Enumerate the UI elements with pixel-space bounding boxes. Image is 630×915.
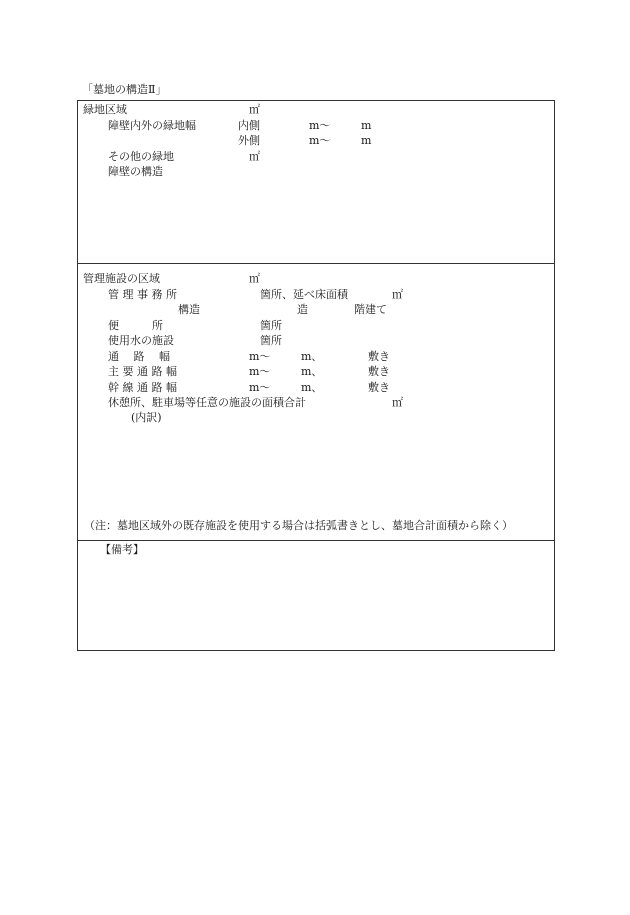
barrier-width-label: 障壁内外の緑地幅	[108, 119, 196, 132]
main-path-end-unit: m、	[301, 365, 323, 378]
rest-area-label: 休憩所、駐車場等任意の施設の面積合計	[108, 396, 306, 409]
path-label: 通 路 幅	[108, 350, 170, 363]
main-path-range-unit: m～	[249, 365, 271, 378]
main-path-label: 主 要 通 路 幅	[108, 365, 177, 378]
path-end-unit: m、	[301, 350, 323, 363]
breakdown-label: (内訳)	[131, 411, 162, 424]
green-area-label: 緑地区域	[83, 103, 127, 116]
toilet-count: 箇所	[260, 319, 282, 332]
inner-label: 内側	[238, 119, 260, 132]
trunk-path-end-unit: m、	[301, 381, 323, 394]
structure-floors: 階建て	[354, 303, 387, 316]
structure-label: 構造	[178, 303, 200, 316]
note-text: （注：墓地区域外の既存施設を使用する場合は括弧書きとし、墓地合計面積から除く）	[84, 519, 513, 532]
office-floor-unit: ㎡	[392, 288, 403, 301]
path-range-unit: m～	[249, 350, 271, 363]
inner-range-unit: m～	[309, 119, 331, 132]
trunk-path-label: 幹 線 通 路 幅	[108, 381, 177, 394]
office-count-floor: 箇所、延べ床面積	[260, 288, 348, 301]
trunk-path-range-unit: m～	[249, 381, 271, 394]
outer-end-unit: m	[361, 134, 372, 147]
main-path-paved: 敷き	[368, 365, 390, 378]
unit-text: ㎡	[249, 103, 260, 116]
barrier-structure-label: 障壁の構造	[108, 165, 163, 178]
outer-range-unit: m～	[309, 134, 331, 147]
mgmt-area-unit: ㎡	[249, 272, 260, 285]
page-title: 「墓地の構造Ⅱ」	[82, 83, 167, 96]
trunk-path-paved: 敷き	[368, 381, 390, 394]
other-green-unit: ㎡	[249, 150, 260, 163]
remarks-section	[77, 540, 555, 651]
other-green-label: その他の緑地	[108, 150, 174, 163]
mgmt-area-label: 管理施設の区域	[83, 272, 160, 285]
inner-end-unit: m	[361, 119, 372, 132]
structure-zou: 造	[297, 303, 308, 316]
toilet-label: 便 所	[108, 319, 163, 332]
remarks-label: 【備考】	[100, 543, 144, 556]
green-area-unit	[249, 104, 260, 116]
outer-label: 外側	[238, 134, 260, 147]
rest-area-unit: ㎡	[392, 396, 403, 409]
path-paved: 敷き	[368, 350, 390, 363]
office-label: 管 理 事 務 所	[108, 288, 177, 301]
water-label: 使用水の施設	[108, 334, 174, 347]
water-count: 箇所	[260, 334, 282, 347]
